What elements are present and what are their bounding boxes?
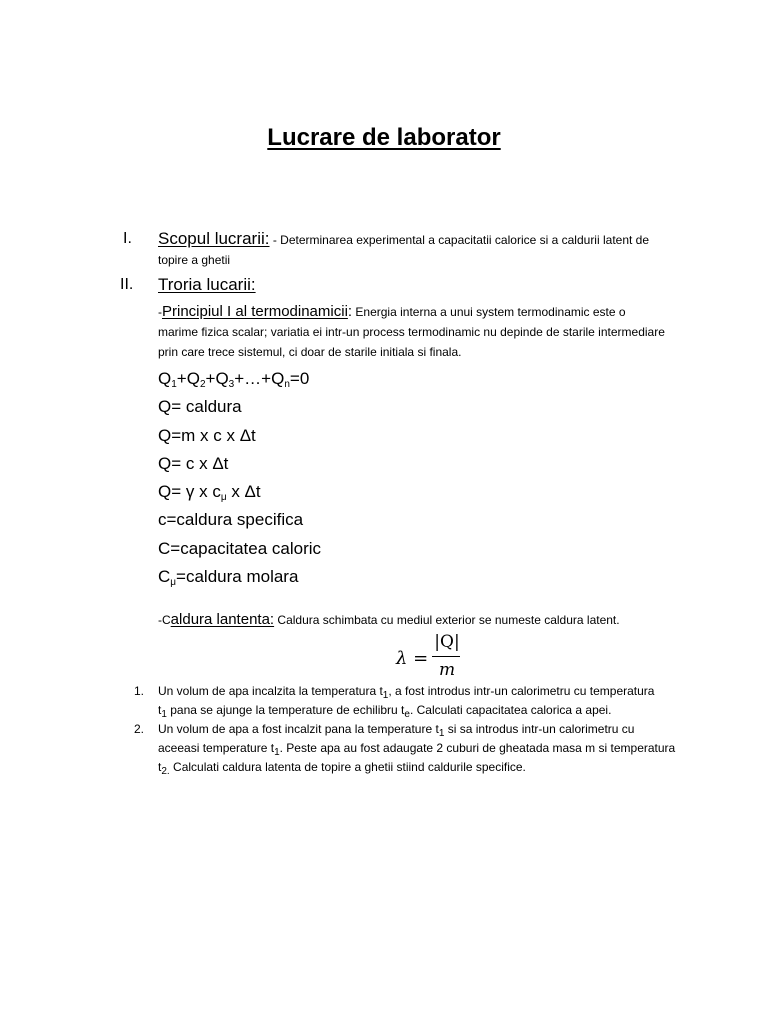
formula-term: x Δt xyxy=(226,482,261,502)
page-title: Lucrare de laborator xyxy=(267,124,501,151)
problem-subscript: 1 xyxy=(438,728,445,739)
problem-text: t xyxy=(158,703,162,717)
section-2-heading: Troria lucarii: xyxy=(158,275,256,294)
principle-colon: : xyxy=(347,303,353,320)
latent-heat-line xyxy=(158,610,620,630)
problem-number: 1. xyxy=(134,684,145,698)
formula-term: =caldura molara xyxy=(176,567,299,587)
problem-text: si sa introdus intr-un calorimetru cu xyxy=(444,722,635,736)
lambda-lhs: λ = xyxy=(396,648,429,669)
formula-sum-heat xyxy=(158,365,321,393)
principle-prefix: - xyxy=(158,305,162,319)
problem-text: Un volum de apa incalzita la temperatura t xyxy=(158,684,383,698)
problem-text: Calculati caldura latenta de topire a ghetii stiind caldurile specifice. xyxy=(169,760,526,774)
formula-list xyxy=(158,365,321,591)
lambda-denominator: m xyxy=(438,660,456,680)
problem-line xyxy=(158,758,738,777)
problem-text: pana se ajunge la temperature de echilibru t xyxy=(166,703,405,717)
formula-term: Q= γ x c xyxy=(158,482,221,502)
section-1 xyxy=(158,229,718,270)
formula-heat-molar xyxy=(158,478,321,506)
fraction-bar xyxy=(432,656,460,657)
formula-heat-capacity-def: C=capacitatea caloric xyxy=(158,538,322,558)
section-1-text-line2: topire a ghetii xyxy=(158,253,231,267)
formula-heat-definition: Q= caldura xyxy=(158,397,242,417)
principle-line2: marime fizica scalar; variatia ei intr-un process termodinamic nu depinde de starile intermediare xyxy=(158,325,665,339)
formula-term: +Q xyxy=(205,369,229,388)
problem-subscript: 1 xyxy=(274,747,280,758)
problem-line xyxy=(158,701,738,720)
problem-number: 2. xyxy=(134,722,145,736)
formula-subscript: μ xyxy=(220,492,227,504)
problem-line xyxy=(158,739,738,758)
section-2-numeral: II. xyxy=(120,276,134,293)
problem-text: aceeasi temperature t xyxy=(158,741,275,755)
formula-term: Q xyxy=(158,369,172,388)
formula-subscript: 2 xyxy=(199,379,206,390)
problem-subscript: 2. xyxy=(161,766,170,777)
formula-heat-mass: Q=m x c x Δt xyxy=(158,425,256,445)
formula-term: C xyxy=(158,567,171,587)
principle-paragraph xyxy=(158,302,738,362)
section-1-text-line1: - Determinarea experimental a capacitatii calorice si a caldurii latent de xyxy=(269,233,650,247)
formula-term: +Q xyxy=(176,369,200,388)
formula-subscript: μ xyxy=(170,577,177,589)
section-1-numeral: I. xyxy=(123,230,132,247)
problem-text: , a fost introdus intr-un calorimetru cu temperatura xyxy=(388,684,655,698)
lambda-formula xyxy=(396,632,466,682)
problem-subscript: 1 xyxy=(161,709,167,720)
problem-subscript: 1 xyxy=(382,690,389,701)
problem-2 xyxy=(134,720,738,777)
problem-subscript: e xyxy=(404,709,410,720)
formula-term: =0 xyxy=(289,369,310,388)
principle-line3: prin care trece sistemul, ci doar de starile initiala si finala. xyxy=(158,345,462,359)
problem-text: t xyxy=(158,760,162,774)
latent-text: Caldura schimbata cu mediul exterior se numeste caldura latent. xyxy=(274,613,620,627)
principle-heading: Principiul I al termodinamicii xyxy=(162,303,348,320)
latent-heading: aldura lantenta: xyxy=(170,611,275,628)
formula-subscript: 3 xyxy=(228,379,235,390)
principle-line1: Energia interna a unui system termodinamic este o xyxy=(352,305,626,319)
problem-text: . Peste apa au fost adaugate 2 cuburi de gheatada masa m si temperatura xyxy=(279,741,676,755)
problem-1 xyxy=(134,682,738,720)
problem-line xyxy=(158,720,738,739)
problem-text: Un volum de apa a fost incalzit pana la temperature t xyxy=(158,722,439,736)
section-1-heading: Scopul lucrarii: xyxy=(158,229,270,248)
formula-specific-heat: c=caldura specifica xyxy=(158,510,304,530)
lambda-numerator: |Q| xyxy=(434,632,460,652)
latent-prefix: -C xyxy=(158,613,171,627)
formula-term: +…+Q xyxy=(234,369,285,388)
formula-subscript: n xyxy=(284,379,290,390)
problem-text: . Calculati capacitatea calorica a apei. xyxy=(409,703,612,717)
formula-subscript: 1 xyxy=(171,379,177,390)
formula-molar-heat xyxy=(158,563,321,591)
problem-line xyxy=(158,682,738,701)
formula-heat-capacity: Q= c x Δt xyxy=(158,453,229,473)
